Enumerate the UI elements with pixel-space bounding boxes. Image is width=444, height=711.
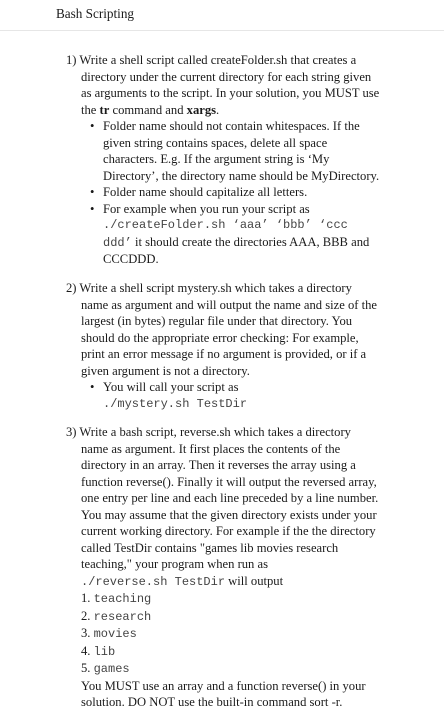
q1-bullet-1-line-3: characters. E.g. If the argument string is ‘My xyxy=(103,152,330,166)
q2-bullet-1-line-1: • You will call your script as xyxy=(103,380,239,394)
q1-bullet-3-line-1: • For example when you run your script as xyxy=(103,201,310,216)
q1-bullet-2 xyxy=(90,184,412,201)
question-2 xyxy=(66,280,412,412)
q1-line-2: directory under the current directory for each string given xyxy=(81,69,372,84)
q1-bullet-1-line-2: given string contains spaces, delete all space xyxy=(103,135,328,150)
q3-command-line-text: will output xyxy=(225,573,284,588)
output-line-number: 5. xyxy=(81,661,91,675)
q1-bullet-3 xyxy=(90,201,412,268)
q1-line-4 xyxy=(66,102,412,119)
q3-line-3: directory in an array. Then it reverses the array using a xyxy=(81,458,356,472)
q3-line-4: function reverse(). Finally it will output the reversed array, xyxy=(81,474,377,489)
output-line-text: lib xyxy=(93,644,116,659)
q1-bullet-2-line-1: • Folder name should capitalize all letters. xyxy=(103,185,308,199)
q3-command-line xyxy=(66,573,412,591)
output-line-text: teaching xyxy=(93,592,152,606)
output-line-number: 1. xyxy=(81,591,91,605)
q2-line-6: given argument is not a directory. xyxy=(81,363,250,378)
output-line-text: games xyxy=(93,662,130,676)
q2-line-5: print an error message if no argument is provided, or if a xyxy=(81,347,367,361)
output-line-text: research xyxy=(93,609,152,624)
q1-line-4-mid: command and xyxy=(109,102,187,117)
question-1 xyxy=(66,52,412,268)
q2-bullet-list xyxy=(66,379,412,412)
q1-bullet-list xyxy=(66,118,412,268)
page-header xyxy=(0,0,444,31)
output-line-number: 3. xyxy=(81,626,91,640)
q2-line-4: should do the appropriate error checking: For example, xyxy=(81,330,359,345)
output-line xyxy=(81,608,412,626)
xargs-command: xargs xyxy=(186,102,217,117)
q3-example-command: ./reverse.sh TestDir xyxy=(81,574,226,589)
q1-bullet-3-line-3 xyxy=(103,234,412,252)
q3-line-2: name as argument. It first places the contents of the xyxy=(81,441,341,456)
q3-end-line-1: You MUST use an array and a function reverse() in your xyxy=(81,678,366,693)
q1-bullet-1-line-4: Directory’, the directory name should be MyDirectory. xyxy=(103,168,380,183)
output-line xyxy=(81,660,412,678)
page-title: Bash Scripting xyxy=(56,6,135,21)
q1-bullet-1-line-1: • Folder name should not contain whitespaces. If the xyxy=(103,119,360,133)
q3-line-7: current working directory. For example if the the directory xyxy=(81,524,376,538)
q2-bullet-1 xyxy=(90,379,412,412)
q3-line-9: teaching," your program when run as xyxy=(81,557,268,571)
q1-line-4-pre: the xyxy=(81,102,100,117)
q1-bullet-1 xyxy=(90,118,412,184)
q1-bullet-3-line-4: CCCDDD. xyxy=(103,252,159,266)
q1-example-command: ./createFolder.sh ‘aaa’ ‘bbb’ ‘ccc xyxy=(103,218,348,232)
q1-line-4-post: . xyxy=(216,102,220,117)
output-line xyxy=(81,625,412,643)
output-line xyxy=(81,643,412,661)
output-line xyxy=(81,590,412,608)
tr-command: tr xyxy=(99,102,110,117)
q3-line-5: one entry per line and each line preceded by a line number. xyxy=(81,491,379,505)
output-line-number: 2. xyxy=(81,608,91,623)
q2-line-3: largest (in bytes) regular file under that directory. You xyxy=(81,314,353,328)
output-line-number: 4. xyxy=(81,643,91,658)
q3-output-list xyxy=(66,590,412,678)
q2-line-1: 2) Write a shell script mystery.sh which takes a directory xyxy=(66,281,352,295)
q1-line-3: as arguments to the script. In your solution, you MUST use xyxy=(81,86,380,100)
question-3 xyxy=(66,424,412,711)
q2-example-command: ./mystery.sh TestDir xyxy=(103,396,248,411)
q1-line-1: 1) Write a shell script called createFolder.sh that creates a xyxy=(66,53,357,67)
q3-line-1: 3) Write a bash script, reverse.sh which takes a directory xyxy=(66,425,351,439)
q3-end-line-2: solution. DO NOT use the built-in command sort -r. xyxy=(81,695,343,709)
q2-line-2: name as argument and will output the name and size of the xyxy=(81,297,377,312)
q3-line-6: You may assume that the given directory exists under your xyxy=(81,507,377,522)
q1-bullet-3-line-3-text: it should create the directories AAA, BBB and xyxy=(131,234,370,249)
q1-example-command-cont: ddd’ xyxy=(103,235,132,250)
output-line-text: movies xyxy=(93,627,137,641)
q3-line-8: called TestDir contains "games lib movies research xyxy=(81,540,339,555)
